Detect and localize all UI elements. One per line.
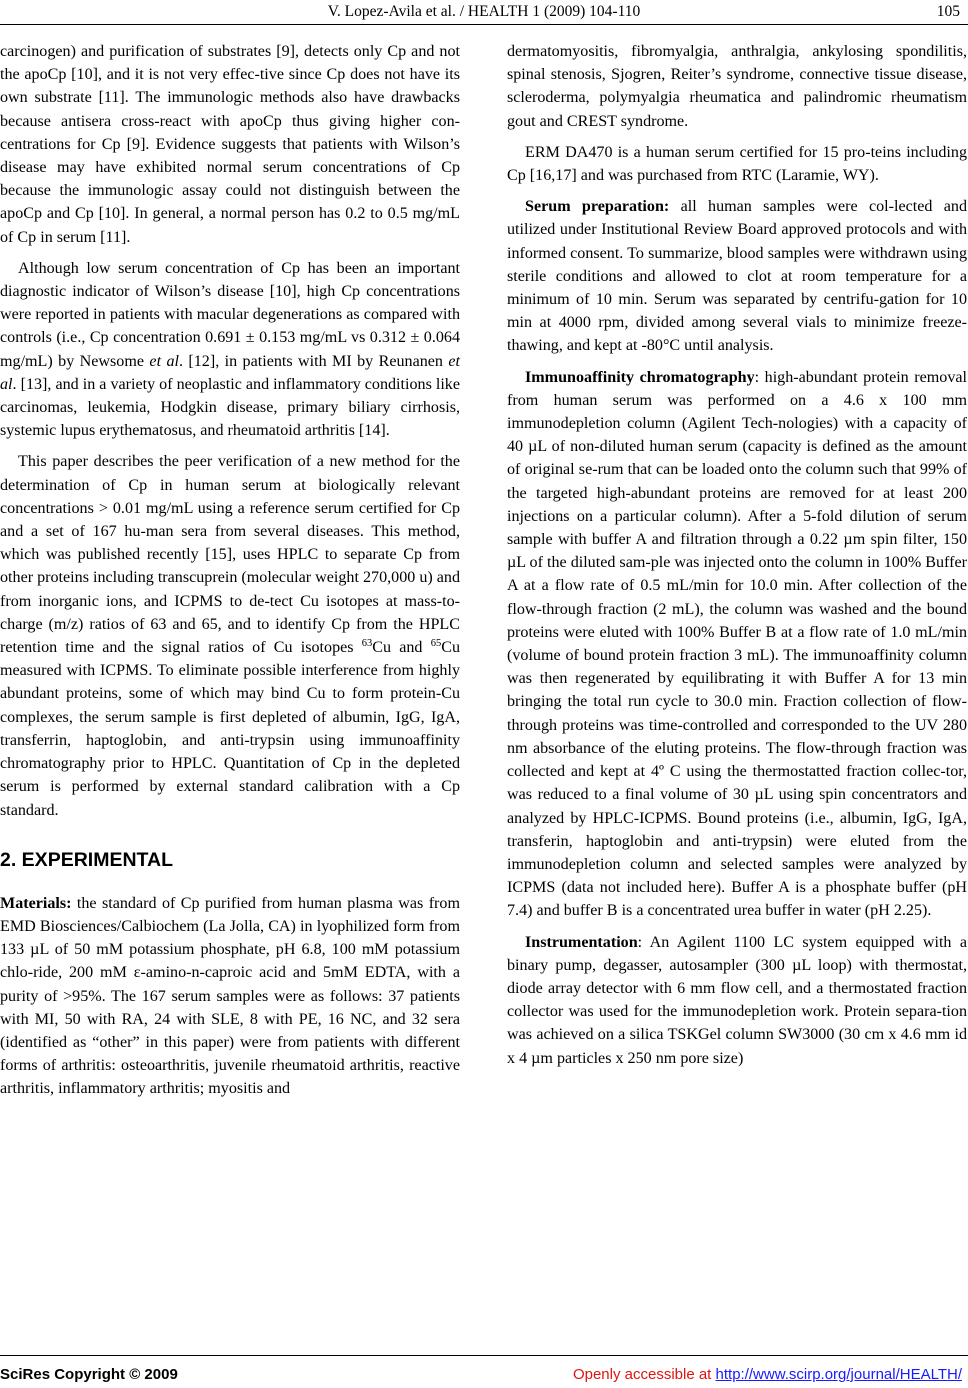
right-paragraph-1: dermatomyositis, fibromyalgia, anthralgia, ankylosing spondilitis, spinal stenosis, Sjogren, Reiter’s syndrome, connective tissue disease, scleroderma, polymyalgia rheumatica and palindromic rheumatism gout and CREST syndrome. [507, 43, 967, 130]
footer-rule [0, 1355, 968, 1356]
immunoaffinity-paragraph [507, 366, 967, 923]
running-header [0, 0, 968, 26]
left-column [0, 40, 460, 1101]
text-run: the standard of Cp purified from human plasma was from EMD Biosciences/Calbiochem (La Jolla, CA) in lyophilized form from 133 µL of 50 mM potassium phosphate, pH 6.8, 100 mM potassium chlo-ride, 200 mM ε-amino-n-caproic acid and 5mM EDTA, with a purity of >95%. The 167 serum samples were as follows: 37 patients with MI, 50 with RA, 24 with SLE, 8 with PE, 16 NC, and 32 sera (identified as “other” in this paper) were from patients with different forms of arthritis: osteoarthritis, juvenile rheumatoid arthritis, reactive arthritis, inflammatory arthritis; myositis and [0, 894, 460, 1098]
header-rule [0, 24, 968, 25]
text-run: Although low serum concentration of Cp has been an important diagnostic indicator of Wilson’s disease [10], high Cp concentrations were reported in patients with macular degenerations as compared with controls (i.e., Cp concentration 0.691 ± 0.153 mg/mL vs 0.312 ± 0.064 mg/mL) by Newsome [0, 259, 460, 370]
text-run: This paper describes the peer verification of a new method for the determination of Cp in human serum at biologically relevant concentrations > 0.01 mg/mL using a reference serum certified for Cp and a set of 167 hu-man sera from several diseases. This method, which was published recently [15], uses HPLC to separate Cp from other proteins including transcuprein (molecular weight 270,000 u) and from inorganic ions, and ICPMS to de-tect Cu isotopes at mass-to-charge (m/z) ratios of 63 and 65, and to identify Cp from the HPLC retention time and the signal ratios of Cu isotopes [0, 453, 460, 657]
text-run: . [12], in patients with MI by Reunanen [178, 352, 449, 370]
run-in-label: Immunoaffinity chromatography [525, 368, 755, 386]
page-footer [0, 1355, 968, 1388]
run-in-label: Instrumentation [525, 933, 638, 951]
journal-link[interactable]: http://www.scirp.org/journal/HEALTH/ [715, 1366, 962, 1383]
text-run: Cu and [372, 639, 431, 657]
left-paragraph-1: carcinogen) and purification of substrates [9], detects only Cp and not the apoCp [10], and it is not very effec-tive since Cp does not have its own substrate [11]. The immunologic methods also have drawbacks because antisera cross-react with apoCp thus giving higher con-centrations for Cp [9]. Evidence suggests that patients with Wilson’s disease may have exhibited normal serum concentrations of Cp because the immunologic assay could not distinguish between the apoCp and Cp [10]. In general, a normal person has 0.2 to 0.5 mg/mL of Cp in serum [11]. [0, 43, 460, 246]
instrumentation-paragraph [507, 931, 967, 1070]
right-column [507, 40, 967, 1070]
et-al: et al [0, 352, 460, 393]
text-run: . [13], and in a variety of neoplastic and inflammatory conditions like carcinomas, leukemia, Hodgkin disease, primary biliary cirrhosis, systemic lupus erythematosus, and rheumatoid arthritis [14]. [0, 375, 460, 440]
et-al: et al [149, 352, 179, 370]
section-heading: 2. EXPERIMENTAL [0, 848, 173, 871]
run-in-label: Materials: [0, 894, 72, 912]
text-run: : An Agilent 1100 LC system equipped with a binary pump, degasser, autosampler (300 µL loop) with thermostat, diode array detector with 6 mm flow cell, and a thermostated fraction collector was used for the immunodepletion work. Protein separa-tion was achieved on a silica TSKGel column SW3000 (30 cm x 4.6 mm id x 4 µm particles x 250 nm pore size) [507, 933, 967, 1067]
text-run: Cu measured with ICPMS. To eliminate possible interference from highly abundant proteins, some of which may bind Cu to form protein-Cu complexes, the serum sample is first depleted of albumin, IgG, IgA, transferrin, haptoglobin, and anti-trypsin using immunoaffinity chromatography prior to HPLC. Quantitation of Cp in the depleted serum is performed by external standard calibration with a Cp standard. [0, 639, 460, 819]
run-in-label: Serum preparation: [525, 198, 670, 216]
text-run: : high-abundant protein removal from human serum was performed on a 4.6 x 100 mm immunodepletion column (Agilent Tech-nologies) with a capacity of 40 µL of non-diluted human serum (capacity is defined as the amount of original se-rum that can be loaded onto the column such that 99% of the targeted high-abundant proteins are removed for at least 200 injections on a particular column). After a 5-fold dilution of serum sample with buffer A and filtration through a 0.22 µm spin filter, 150 µL of the diluted sam-ple was injected onto the column in 100% Buffer A at a flow rate of 0.5 mL/min for 10.0 min. After collection of the flow-through fraction (2 mL), the column was washed and the bound proteins were eluted with 100% Buffer B at a flow rate of 1.0 mL/min (volume of bound protein fraction 3 mL). The immunoaffinity column was then regenerated by equilibrating it with Buffer A for 13 min bringing the total run cycle to 30.0 min. Fraction collection of flow-through proteins was time-controlled and corresponded to the UV 280 nm absorbance of the eluting proteins. The flow-through fraction was collected and kept at 4º C using the thermostatted fraction collec-tor, was reduced to a final volume of 30 µL using spin concentrators and analyzed by HPLC-ICPMS. Bound proteins (i.e., albumin, IgG, IgA, transferin, haptoglobin and anti-trypsin) were eluted from the immunodepletion column and selected samples were analyzed by ICPMS (data not included here). Buffer A is a phosphate buffer (pH 7.4) and buffer B is a concentrated urea buffer in water (pH 2.25). [507, 368, 967, 920]
right-paragraph-2: ERM DA470 is a human serum certified for 15 pro-teins including Cp [16,17] and was purchased from RTC (Laramie, WY). [507, 143, 967, 185]
access-prefix: Openly accessible at [572, 1366, 716, 1383]
isotope-superscript: 63 [361, 638, 373, 650]
page-number: 105 [936, 3, 960, 20]
copyright-notice: SciRes Copyright © 2009 [0, 1366, 178, 1383]
left-paragraph-2 [0, 257, 460, 443]
open-access-notice [573, 1366, 962, 1383]
left-paragraph-3 [0, 450, 460, 821]
isotope-superscript: 65 [430, 638, 442, 650]
materials-paragraph [0, 892, 460, 1101]
running-head: V. Lopez-Avila et al. / HEALTH 1 (2009) 104-110 [327, 3, 641, 20]
text-run: all human samples were col-lected and utilized under Institutional Review Board approved protocols and with informed consent. To summarize, blood samples were withdrawn using sterile conditions and allowed to clot at room temperature for a minimum of 10 min. Serum was separated by centrifu-gation for 10 min at 4000 rpm, divided among several vials to minimize freeze-thawing, and kept at -80°C until analysis. [507, 198, 967, 355]
serum-preparation-paragraph [507, 195, 967, 357]
